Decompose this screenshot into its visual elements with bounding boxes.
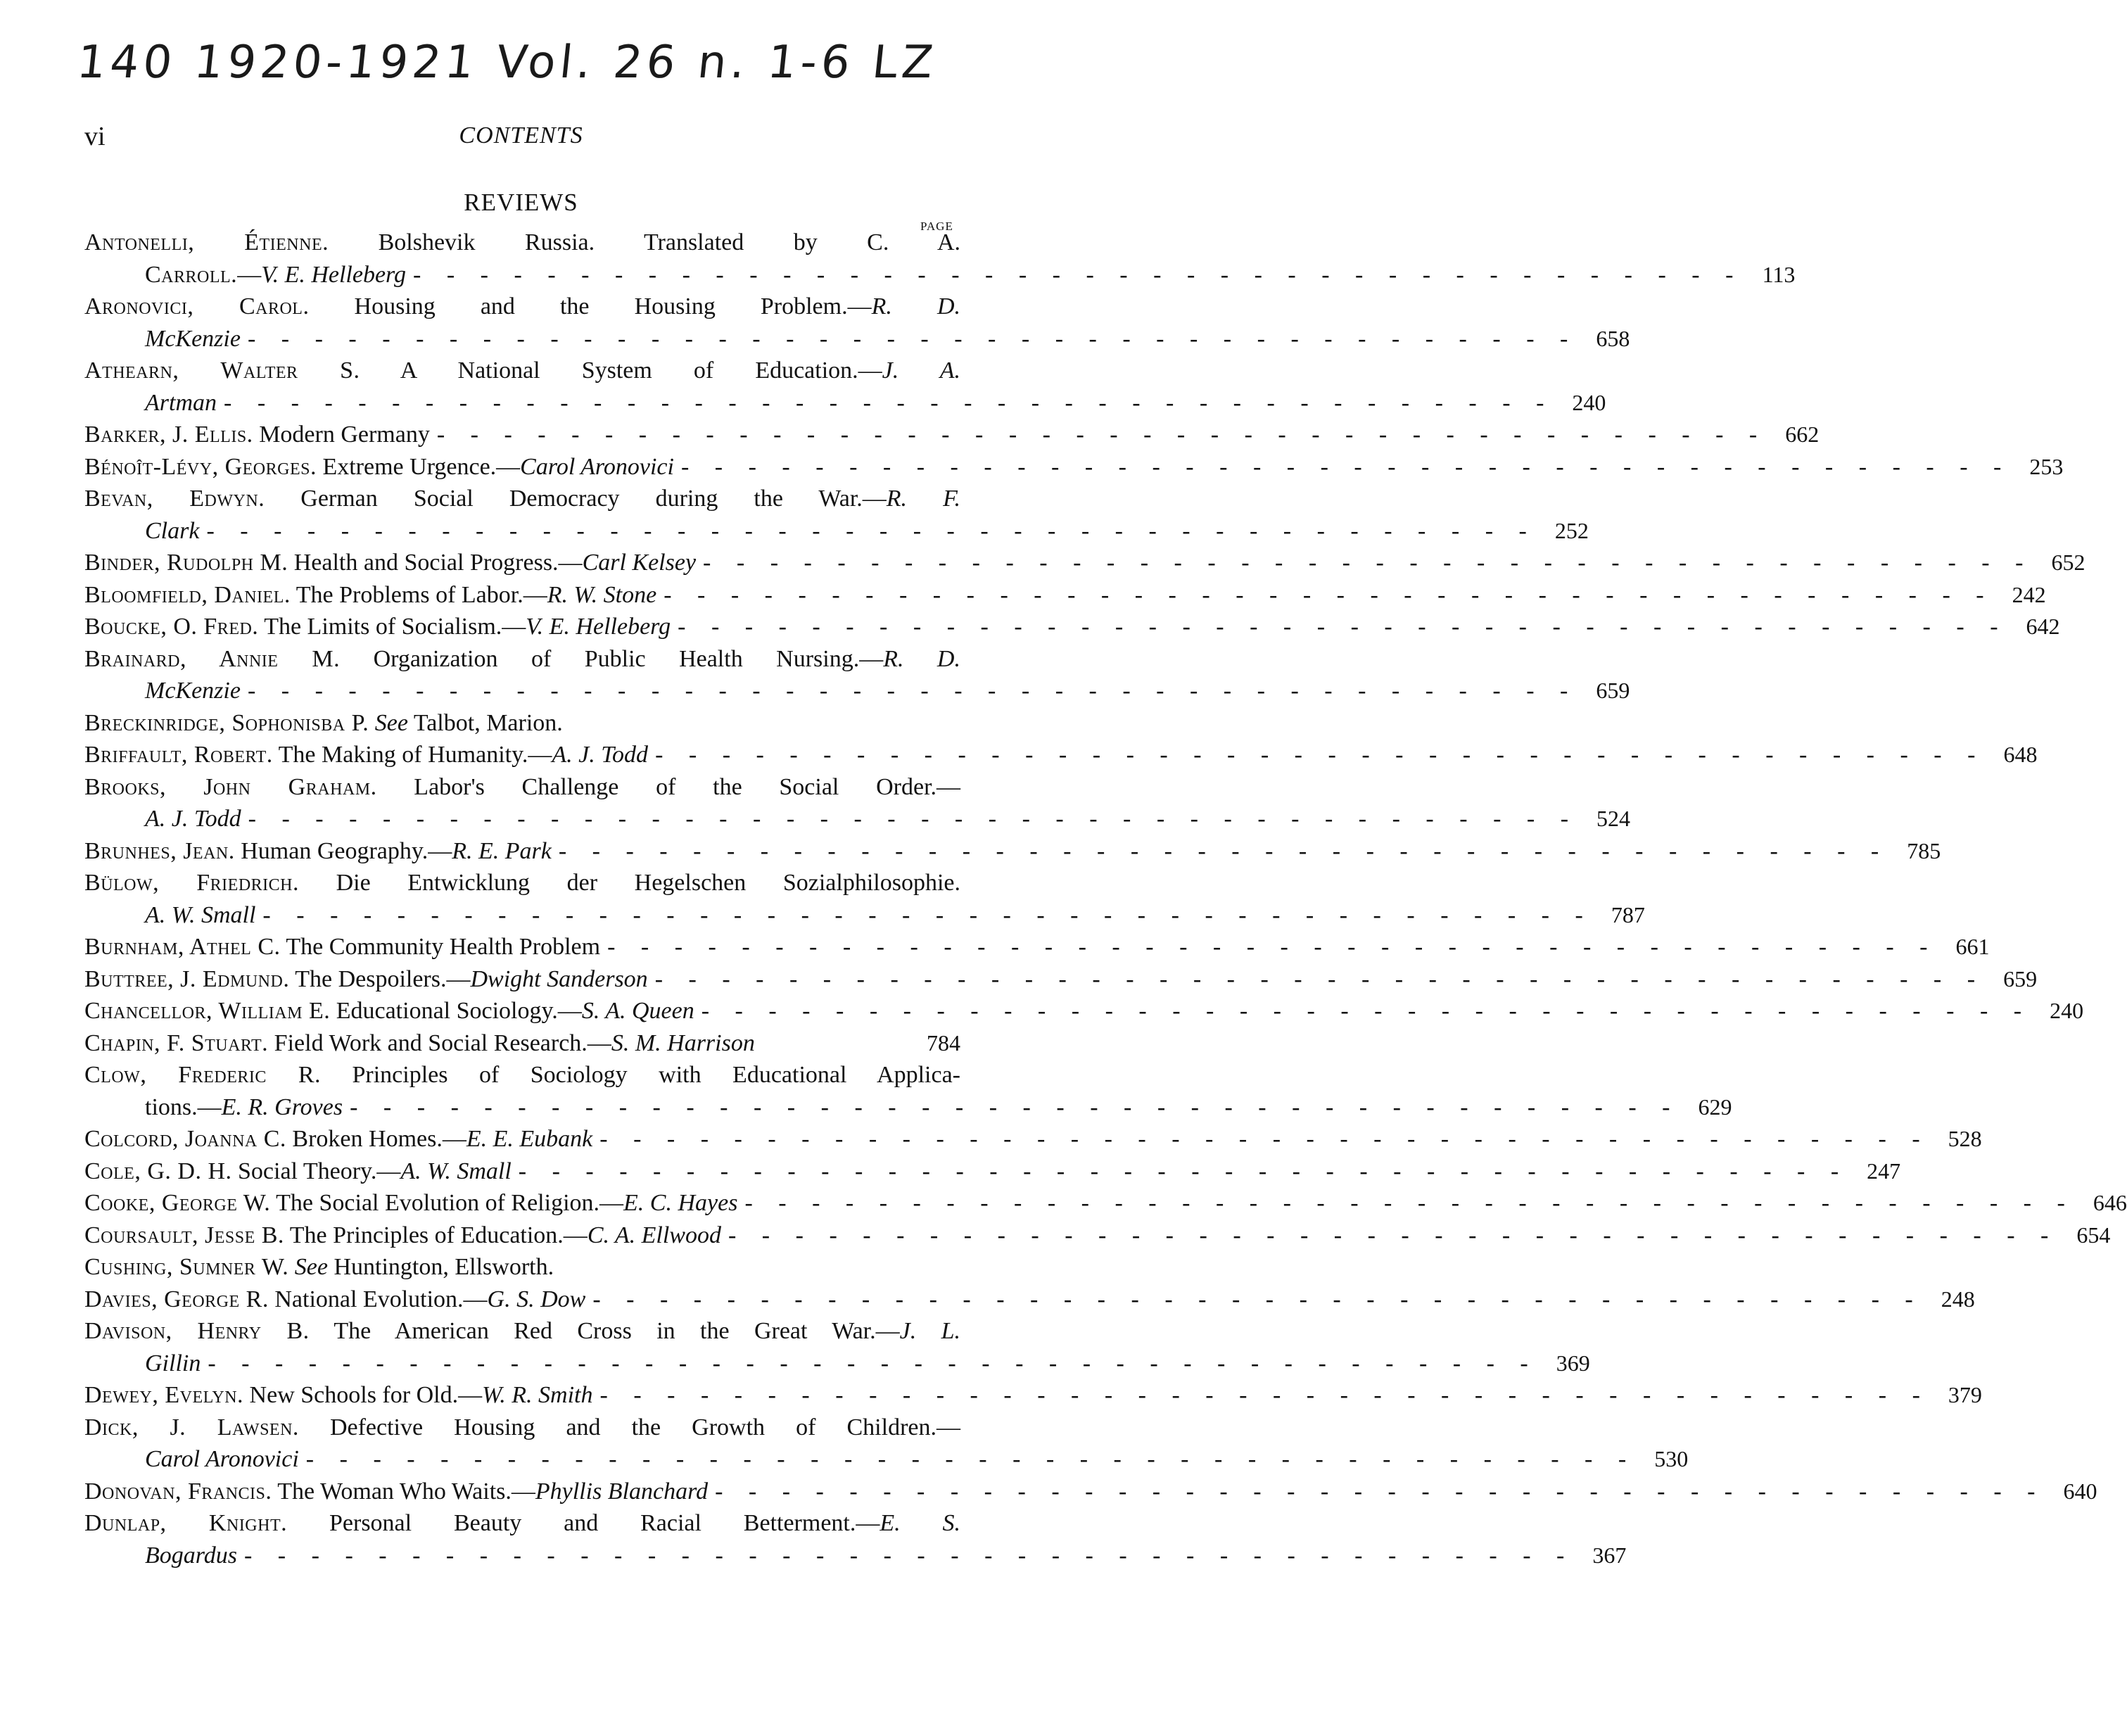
review-entry-line [84, 963, 2038, 996]
reviewer-name: S. M. Harrison [611, 1029, 755, 1056]
reviewer-name: Gillin [145, 1350, 201, 1376]
review-entry-line [84, 355, 960, 387]
review-entry-text [84, 1155, 512, 1188]
review-entry-text [84, 1412, 960, 1444]
review-entry-text [84, 739, 648, 771]
review-entry-text [84, 1123, 592, 1155]
review-entry [84, 707, 960, 740]
author-name: Bevan, Edwyn. [84, 486, 265, 512]
review-entry-text [145, 259, 406, 291]
author-name: Breckinridge, Sophonisba P. [84, 709, 369, 736]
page-number: 648 [2003, 742, 2038, 767]
book-title-text: The Problems of Labor.— [290, 581, 547, 608]
review-entry-text [145, 515, 199, 547]
review-entry [84, 995, 2084, 1027]
review-entry-text [84, 1027, 755, 1060]
page-number: 369 [1556, 1350, 1590, 1376]
review-entry-text [145, 899, 255, 932]
dot-leader: - - - - - - - - - - - - - - - - - - - - - - - - - - - - - - - - - - - - - - - - [599, 1382, 1930, 1408]
review-entry-line [84, 1284, 1975, 1316]
review-entry [84, 483, 1589, 547]
reviewer-name: Clark [145, 517, 200, 544]
review-entry-text [145, 675, 241, 707]
review-entry-line [84, 1540, 1627, 1572]
review-entry-line [84, 995, 2084, 1027]
author-name: Binder, Rudolph M. [84, 550, 288, 576]
reviewer-name: Dwight Sanderson [470, 965, 648, 992]
book-title-text: A National System of Education.— [360, 357, 882, 384]
book-title-text: Talbot, Marion. [407, 709, 563, 736]
reviewer-name: W. R. Smith [482, 1382, 593, 1408]
book-title-text: The Despoilers.— [289, 965, 471, 992]
book-title-text: tions.— [145, 1094, 222, 1120]
author-name: Donovan, Francis. [84, 1478, 272, 1504]
book-title-text: The American Red Cross in the Great War.— [309, 1318, 900, 1344]
review-entry-line [84, 259, 1796, 291]
dot-leader: - - - - - - - - - - - - - - - - - - - - - - - - - - - - - - - - - - - - - - - - [243, 1542, 1575, 1569]
page-number: 248 [1941, 1286, 1975, 1312]
reviewer-name: E. E. Eubank [466, 1126, 593, 1152]
dot-leader: - - - - - - - - - - - - - - - - - - - - - - - - - - - - - - - - - - - - - - - - [558, 837, 1889, 864]
dot-leader: - - - - - - - - - - - - - - - - - - - - - - - - - - - - - - - - - - - - - - - - [715, 1478, 2045, 1504]
book-title-text: Defective Housing and the Growth of Children.— [298, 1414, 960, 1440]
review-entry-text [84, 1476, 708, 1508]
author-name: Carroll. [145, 261, 238, 288]
author-name: Bülow, Friedrich. [84, 870, 299, 896]
author-name: Brainard, Annie M. [84, 645, 341, 672]
section-title: REVIEWS [464, 189, 578, 216]
review-entry [84, 835, 1941, 868]
review-entry-text [84, 419, 430, 451]
author-name: Dick, J. Lawsen. [84, 1414, 299, 1440]
review-entry-text [84, 355, 960, 387]
book-title-text [288, 1254, 295, 1280]
review-entry [84, 547, 2085, 579]
page-number: 662 [1785, 422, 1820, 447]
review-entry [84, 1284, 1975, 1316]
review-entry-text [84, 1251, 554, 1284]
author-name: Coursault, Jesse B. [84, 1222, 284, 1248]
review-entry-line [84, 1379, 1982, 1412]
page-number: 661 [1955, 934, 1990, 959]
review-entry [84, 1027, 960, 1060]
book-title-text [369, 710, 375, 736]
review-entry-line [84, 1251, 960, 1284]
page-number: 367 [1592, 1542, 1627, 1568]
review-entry-text [84, 1187, 737, 1219]
reviewer-name: V. E. Helleberg [261, 261, 407, 288]
book-title-text: Bolshevik Russia. Translated by C. A. [329, 229, 961, 255]
review-entry-line [84, 1348, 1590, 1380]
dot-leader: - - - - - - - - - - - - - - - - - - - - - - - - - - - - - - - - - - - - - - - - [655, 742, 1986, 768]
review-entry-text [84, 483, 960, 515]
review-entry-text [84, 931, 600, 963]
page-number: 247 [1867, 1158, 1901, 1184]
book-title-text: The Community Health Problem [280, 934, 601, 960]
page-number: 658 [1596, 325, 1630, 351]
author-name: Colcord, Joanna C. [84, 1126, 286, 1152]
review-entry-line [84, 387, 1606, 419]
review-entry [84, 611, 2060, 643]
review-entry-text [84, 227, 960, 259]
author-name: Bloomfield, Daniel. [84, 581, 291, 608]
dot-leader: - - - - - - - - - - - - - - - - - - - - - - - - - - - - - - - - - - - - - - - - [262, 901, 1593, 928]
review-entry-text [84, 547, 696, 579]
author-name: Chapin, F. Stuart. [84, 1029, 269, 1056]
page-number: 253 [2029, 453, 2064, 479]
review-entry-line [84, 771, 960, 804]
review-entry [84, 1187, 2127, 1219]
book-title-text: German Social Democracy during the War.— [265, 486, 887, 512]
page-number: 524 [1596, 806, 1631, 831]
review-entry [84, 451, 2064, 483]
review-entry-line [84, 1059, 960, 1091]
see-reference: See [294, 1254, 328, 1280]
review-entry-line [84, 707, 960, 740]
book-title-text: New Schools for Old.— [243, 1382, 483, 1408]
reviewer-name: V. E. Helleberg [526, 614, 671, 640]
reviewer-name: A. J. Todd [552, 742, 649, 768]
page-number: 640 [2063, 1478, 2097, 1504]
review-entry-text [84, 579, 656, 612]
review-entry [84, 867, 1645, 931]
book-title-text: Principles of Sociology with Educational Applica- [321, 1062, 960, 1088]
book-title-text: Social Theory.— [231, 1158, 401, 1184]
review-entry [84, 643, 1630, 707]
review-entry-text [84, 867, 960, 899]
reviewer-name: Carol Aronovici [520, 453, 674, 480]
review-entry [84, 579, 2046, 612]
author-name: Cole, G. D. H. [84, 1158, 232, 1184]
review-entry-line [84, 1155, 1901, 1188]
dot-leader: - - - - - - - - - - - - - - - - - - - - - - - - - - - - - - - - - - - - - - - - [413, 261, 1744, 288]
author-name: Dunlap, Knight. [84, 1510, 288, 1536]
review-entry [84, 1412, 1689, 1476]
review-entry [84, 291, 1630, 355]
reviewer-name: Phyllis Blanchard [535, 1478, 709, 1504]
author-name: Davies, George R. [84, 1286, 269, 1312]
review-entry [84, 355, 1606, 419]
page-number: 785 [1907, 837, 1941, 863]
page-number: 113 [1762, 261, 1796, 287]
author-name: Burnham, Athel C. [84, 934, 281, 960]
review-entry-text [145, 1540, 237, 1572]
review-entry-text [84, 1284, 585, 1316]
author-name: Briffault, Robert. [84, 742, 273, 768]
book-title-text: Die Entwicklung der Hegelschen Sozialphilosophie. [299, 870, 960, 896]
review-entry-line [84, 643, 960, 676]
page-number: 652 [2051, 550, 2085, 575]
dot-leader: - - - - - - - - - - - - - - - - - - - - - - - - - - - - - - - - - - - - - - - - [744, 1190, 2075, 1216]
review-list [84, 227, 2127, 1571]
author-name: Cooke, George W. [84, 1190, 271, 1216]
author-name: Chancellor, William E. [84, 998, 331, 1024]
review-entry [84, 739, 2038, 771]
review-entry [84, 1155, 1901, 1188]
author-name: Buttree, J. Edmund. [84, 965, 290, 992]
author-name: Aronovici, Carol. [84, 293, 310, 319]
review-entry-line [84, 483, 960, 515]
book-title-text: Human Geography.— [234, 837, 452, 864]
review-entry-line [84, 1219, 2111, 1252]
page-number: 654 [2076, 1222, 2111, 1248]
dot-leader: - - - - - - - - - - - - - - - - - - - - - - - - - - - - - - - - - - - - - - - - [248, 806, 1579, 832]
reviewer-name: McKenzie [145, 678, 241, 704]
review-entry-line [84, 323, 1630, 355]
reviewer-name: E. S. [880, 1510, 960, 1536]
review-entry [84, 963, 2038, 996]
review-entry [84, 1123, 1982, 1155]
book-title-text: The Social Evolution of Religion.— [270, 1190, 624, 1216]
review-entry-line [84, 1476, 2097, 1508]
book-title-text: Educational Sociology.— [330, 998, 582, 1024]
reviewer-name: J. L. [899, 1318, 961, 1344]
review-entry-text [84, 707, 563, 740]
page-number: 659 [1596, 678, 1630, 703]
review-entry-line [84, 579, 2046, 612]
dot-leader: - - - - - - - - - - - - - - - - - - - - - - - - - - - - - - - - - - - - - - - - [350, 1094, 1680, 1120]
review-entry [84, 419, 1820, 451]
page-number: 530 [1654, 1446, 1689, 1471]
review-entry-line [84, 803, 1631, 835]
review-entry-line [84, 451, 2064, 483]
review-entry-line [84, 867, 960, 899]
page-number: 629 [1698, 1094, 1732, 1120]
review-entry [84, 931, 1990, 963]
review-entry-line [84, 1123, 1982, 1155]
page-number: 784 [927, 1029, 960, 1056]
page-number: 646 [2093, 1190, 2127, 1215]
review-entry-text [84, 451, 674, 483]
review-entry-line [84, 1027, 960, 1060]
book-title-text: The Making of Humanity.— [272, 742, 552, 768]
reviewer-name: E. R. Groves [221, 1094, 343, 1120]
dot-leader: - - - - - - - - - - - - - - - - - - - - - - - - - - - - - - - - - - - - - - - - [206, 517, 1537, 544]
review-entry-text [84, 835, 552, 868]
review-entry-text [145, 1443, 299, 1476]
page-number: 252 [1554, 517, 1589, 543]
handwritten-annotation: 140 1920-1921 Vol. 26 n. 1-6 LZ [75, 37, 940, 89]
review-entry-line [84, 515, 1589, 547]
book-title-text: — [237, 261, 262, 288]
book-title-text: Modern Germany [253, 422, 430, 448]
dot-leader: - - - - - - - - - - - - - - - - - - - - - - - - - - - - - - - - - - - - - - - - [701, 998, 2032, 1024]
reviewer-name: R. D. [883, 645, 960, 672]
page-number: 240 [2050, 998, 2084, 1023]
review-entry-line [84, 1091, 1732, 1124]
review-entry-text [145, 323, 241, 355]
review-entry-line [84, 1507, 960, 1540]
author-name: Barker, J. Ellis. [84, 422, 253, 448]
author-name: Dewey, Evelyn. [84, 1382, 244, 1408]
review-entry-text [84, 995, 694, 1027]
review-entry-text [84, 1315, 960, 1348]
review-entry-text [84, 611, 671, 643]
review-entry-line [84, 899, 1645, 932]
review-entry-text [84, 1379, 593, 1412]
reviewer-name: Carl Kelsey [582, 550, 697, 576]
review-entry-text [84, 1219, 721, 1252]
review-entry-line [84, 1443, 1689, 1476]
dot-leader: - - - - - - - - - - - - - - - - - - - - - - - - - - - - - - - - - - - - - - - - [247, 678, 1578, 704]
reviewer-name: R. F. [886, 486, 960, 512]
reviewer-name: J. A. [882, 357, 961, 384]
dot-leader: - - - - - - - - - - - - - - - - - - - - - - - - - - - - - - - - - - - - - - - - [436, 422, 1767, 448]
page-number: 642 [2026, 614, 2060, 639]
review-entry-line [84, 1315, 960, 1348]
review-entry [84, 1315, 1590, 1379]
reviewer-name: Bogardus [145, 1542, 237, 1569]
book-title-text: National Evolution.— [268, 1286, 488, 1312]
book-title-text: Broken Homes.— [286, 1126, 466, 1152]
review-entry-text [84, 1507, 960, 1540]
review-entry-text [145, 1091, 343, 1124]
review-entry-text [145, 803, 241, 835]
dot-leader: - - - - - - - - - - - - - - - - - - - - - - - - - - - - - - - - - - - - - - - - [680, 453, 2012, 480]
review-entry-text [84, 771, 960, 804]
review-entry-text [84, 963, 648, 996]
review-entry [84, 1059, 1732, 1123]
book-title-text: The Limits of Socialism.— [258, 614, 526, 640]
reviewer-name: A. J. Todd [145, 806, 241, 832]
reviewer-name: Artman [145, 389, 217, 416]
reviewer-name: R. E. Park [452, 837, 552, 864]
dot-leader: - - - - - - - - - - - - - - - - - - - - - - - - - - - - - - - - - - - - - - - - [664, 581, 1994, 608]
author-name: Bénoît-Lévy, Georges. [84, 453, 317, 480]
page-column-label: PAGE [920, 220, 953, 233]
author-name: Cushing, Sumner W. [84, 1254, 289, 1280]
dot-leader: - - - - - - - - - - - - - - - - - - - - - - - - - - - - - - - - - - - - - - - - [247, 325, 1578, 352]
review-entry [84, 771, 1631, 835]
dot-leader: - - - - - - - - - - - - - - - - - - - - - - - - - - - - - - - - - - - - - - - - [592, 1286, 1923, 1312]
page-number: 240 [1572, 389, 1606, 415]
reviewer-name: G. S. Dow [487, 1286, 586, 1312]
page-number: 528 [1948, 1126, 1982, 1151]
author-name: Boucke, O. Fred. [84, 614, 259, 640]
review-entry-line [84, 931, 1990, 963]
author-name: Athearn, Walter S. [84, 357, 360, 384]
review-entry-line [84, 739, 2038, 771]
book-title-text: Huntington, Ellsworth. [327, 1254, 554, 1280]
book-title-text: Organization of Public Health Nursing.— [340, 645, 884, 672]
page-number: 787 [1611, 901, 1645, 927]
review-entry-line [84, 547, 2085, 579]
review-entry-text [84, 643, 960, 676]
page-number: 379 [1948, 1382, 1982, 1407]
dot-leader: - - - - - - - - - - - - - - - - - - - - - - - - - - - - - - - - - - - - - - - - [607, 934, 1938, 960]
review-entry [84, 227, 1796, 291]
reviewer-name: A. W. Small [145, 901, 256, 928]
dot-leader: - - - - - - - - - - - - - - - - - - - - - - - - - - - - - - - - - - - - - - - - [305, 1446, 1637, 1472]
review-entry-line [84, 835, 1941, 868]
reviewer-name: S. A. Queen [581, 998, 694, 1024]
review-entry-text [145, 1348, 201, 1380]
review-entry-line [84, 419, 1820, 451]
review-entry [84, 1507, 1627, 1571]
dot-leader: - - - - - - - - - - - - - - - - - - - - - - - - - - - - - - - - - - - - - - - - [728, 1222, 2059, 1248]
reviewer-name: R. D. [871, 293, 960, 319]
reviewer-name: Carol Aronovici [145, 1446, 299, 1472]
review-entry [84, 1379, 1982, 1412]
review-entry-line [84, 611, 2060, 643]
dot-leader: - - - - - - - - - - - - - - - - - - - - - - - - - - - - - - - - - - - - - - - - [518, 1158, 1849, 1184]
review-entry [84, 1476, 2097, 1508]
reviewer-name: McKenzie [145, 325, 241, 352]
review-entry-line [84, 291, 960, 323]
dot-leader: - - - - - - - - - - - - - - - - - - - - - - - - - - - - - - - - - - - - - - - - [654, 965, 1986, 992]
review-entry-line [84, 1412, 960, 1444]
dot-leader: - - - - - - - - - - - - - - - - - - - - - - - - - - - - - - - - - - - - - - - - [599, 1126, 1930, 1152]
author-name: Clow, Frederic R. [84, 1062, 322, 1088]
review-entry-line [84, 227, 960, 259]
author-name: Davison, Henry B. [84, 1318, 310, 1344]
book-title-text: Health and Social Progress.— [288, 550, 583, 576]
review-entry [84, 1251, 960, 1284]
review-entry [84, 1219, 2111, 1252]
dot-leader: - - - - - - - - - - - - - - - - - - - - - - - - - - - - - - - - - - - - - - - - [678, 614, 2008, 640]
dot-leader: - - - - - - - - - - - - - - - - - - - - - - - - - - - - - - - - - - - - - - - - [208, 1350, 1538, 1376]
page-number: 659 [2003, 965, 2038, 991]
reviewer-name: A. W. Small [400, 1158, 512, 1184]
book-title-text: Field Work and Social Research.— [268, 1029, 611, 1056]
book-title-text: The Woman Who Waits.— [272, 1478, 535, 1504]
reviewer-name: C. A. Ellwood [587, 1222, 721, 1248]
dot-leader: - - - - - - - - - - - - - - - - - - - - - - - - - - - - - - - - - - - - - - - - [703, 550, 2033, 576]
book-title-text: Personal Beauty and Racial Betterment.— [287, 1510, 880, 1536]
book-title-text: The Principles of Education.— [284, 1222, 588, 1248]
reviewer-name: E. C. Hayes [623, 1190, 738, 1216]
author-name: Brunhes, Jean. [84, 837, 235, 864]
page-number: 242 [2012, 581, 2046, 607]
review-entry-line [84, 675, 1630, 707]
dot-leader: - - - - - - - - - - - - - - - - - - - - - - - - - - - - - - - - - - - - - - - - [224, 389, 1554, 416]
running-title: CONTENTS [459, 122, 583, 148]
author-name: Antonelli, Étienne. [84, 229, 329, 255]
book-title-text: Extreme Urgence.— [316, 453, 521, 480]
review-entry-text [84, 1059, 960, 1091]
reviewer-name: R. W. Stone [547, 581, 657, 608]
author-name: Brooks, John Graham. [84, 773, 377, 800]
page-folio: vi [84, 122, 106, 151]
review-entry-line [84, 1187, 2127, 1219]
review-entry-text [84, 291, 960, 323]
book-title-text: Labor's Challenge of the Social Order.— [376, 773, 961, 800]
see-reference: See [374, 709, 408, 736]
review-entry-text [145, 387, 217, 419]
book-title-text: Housing and the Housing Problem.— [309, 293, 872, 319]
